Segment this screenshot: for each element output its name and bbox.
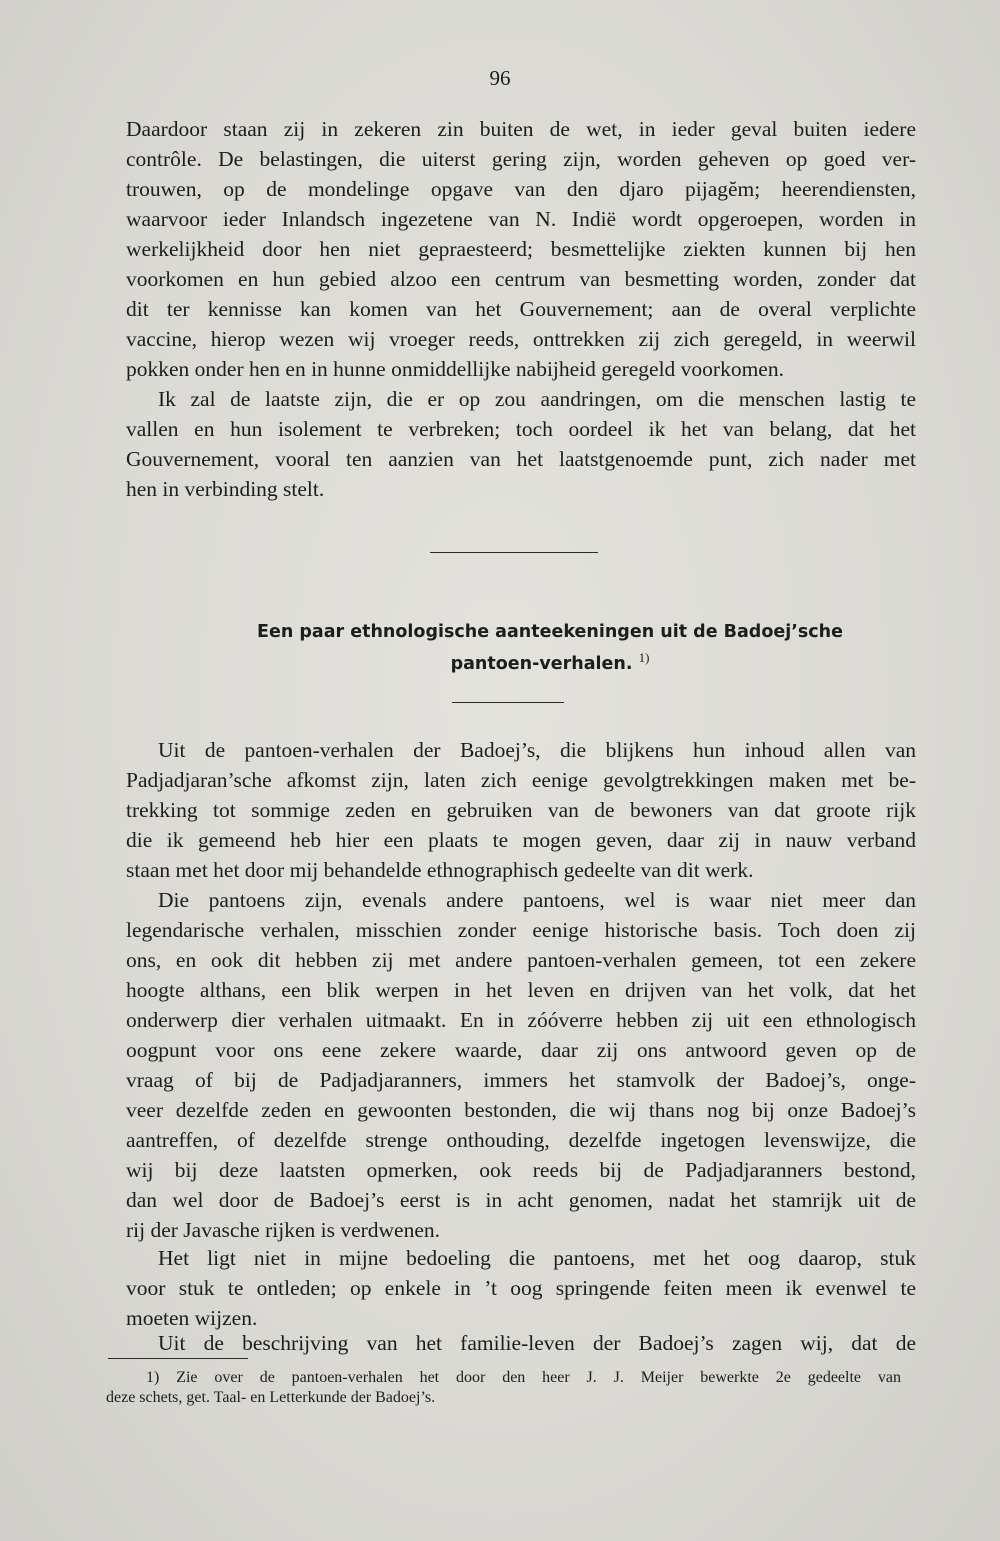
footnote-reference: 1): [638, 650, 650, 665]
paragraph-3: [126, 735, 916, 885]
text-line: veer dezelfde zeden en gewoonten bestonden, die wij thans nog bij onze Badoej’s: [126, 1098, 916, 1122]
text-line: Het ligt niet in mijne bedoeling die pantoens, met het oog daarop, stuk: [158, 1246, 916, 1270]
footnote-mark: 1): [146, 1369, 160, 1386]
text-line: legendarische verhalen, misschien zonder eenige historische basis. Toch doen zij: [126, 918, 916, 942]
text-line: vaccine, hierop wezen wij vroeger reeds, onttrekken zij zich geregeld, in weerwil: [126, 327, 916, 351]
text-line: contrôle. De belastingen, die uiterst gering zijn, worden geheven op goed ver-: [126, 147, 916, 171]
text-line: aantreffen, of dezelfde strenge onthouding, dezelfde ingetogen levenswijze, die: [126, 1128, 916, 1152]
footnote-text-1: Zie over de pantoen-verhalen het door den heer J. J. Meijer bewerkte 2e gedeelte van: [176, 1369, 901, 1386]
text-line: vallen en hun isolement te verbreken; toch oordeel ik het van belang, dat het: [126, 417, 916, 441]
section-divider: [430, 552, 598, 553]
footnote-line-1: [106, 1368, 901, 1388]
page-number: 96: [489, 66, 511, 90]
text-line: dan wel door de Badoej’s eerst is in acht genomen, nadat het stamrijk uit de: [126, 1188, 916, 1212]
text-line: onderwerp dier verhalen uitmaakt. En in zóóverre hebben zij uit een ethnologisch: [126, 1008, 916, 1032]
text-line: Daardoor staan zij in zekeren zin buiten de wet, in ieder geval buiten iedere: [126, 117, 916, 141]
heading-line-2-text: pantoen-verhalen.: [450, 653, 633, 674]
footnote-line-2: deze schets, get. Taal- en Letterkunde der Badoej’s.: [106, 1389, 436, 1406]
text-line: Gouvernement, vooral ten aanzien van het laatstgenoemde punt, zich nader met: [126, 447, 916, 471]
text-line: dit ter kennisse kan komen van het Gouvernement; aan de overal verplichte: [126, 297, 916, 321]
paragraph-4: [126, 885, 916, 1245]
text-line: die ik gemeend heb hier een plaats te mogen geven, daar zij in nauw verband: [126, 828, 916, 852]
heading-line-2: [140, 645, 960, 677]
heading-divider: [452, 702, 564, 703]
text-line: ons, en ook dit hebben zij met andere pantoen-verhalen gemeen, tot een zekere: [126, 948, 916, 972]
text-line: Uit de pantoen-verhalen der Badoej’s, die blijkens hun inhoud allen van: [158, 738, 916, 762]
paragraph-1: [126, 114, 916, 384]
text-line: rij der Javasche rijken is verdwenen.: [126, 1218, 441, 1242]
text-line: Uit de beschrijving van het familie-leven der Badoej’s zagen wij, dat de: [158, 1331, 916, 1355]
text-line: staan met het door mij behandelde ethnographisch gedeelte van dit werk.: [126, 858, 754, 882]
text-line: wij bij deze laatsten opmerken, ook reeds bij de Padjadjaranners bestond,: [126, 1158, 916, 1182]
paragraph-2: [126, 384, 916, 504]
heading-line-1: Een paar ethnologische aanteekeningen uit de Badoej’sche: [257, 622, 843, 642]
footnote-rule: [108, 1358, 248, 1359]
text-line: trekking tot sommige zeden en gebruiken van de bewoners van dat groote rijk: [126, 798, 916, 822]
text-line: hen in verbinding stelt.: [126, 477, 325, 501]
text-line: vraag of bij de Padjadjaranners, immers het stamvolk der Badoej’s, onge-: [126, 1068, 916, 1092]
text-line: waarvoor ieder Inlandsch ingezetene van N. Indië wordt opgeroepen, worden in: [126, 207, 916, 231]
footnote: [106, 1368, 901, 1408]
text-line: pokken onder hen en in hunne onmiddellijke nabijheid geregeld voorkomen.: [126, 357, 784, 381]
text-line: trouwen, op de mondelinge opgave van den djaro pijagĕm; heerendiensten,: [126, 177, 916, 201]
text-line: voor stuk te ontleden; op enkele in ’t oog springende feiten meen ik evenwel te: [126, 1276, 916, 1300]
text-line: voorkomen en hun gebied alzoo een centrum van besmetting worden, zonder dat: [126, 267, 916, 291]
paragraph-5: [126, 1243, 916, 1333]
text-line: werkelijkheid door hen niet gepraesteerd; besmettelijke ziekten kunnen bij hen: [126, 237, 916, 261]
text-line: hoogte althans, een blik werpen in het leven en drijven van het volk, dat het: [126, 978, 916, 1002]
text-line: Ik zal de laatste zijn, die er op zou aandringen, om die menschen lastig te: [158, 387, 916, 411]
paragraph-6: [126, 1328, 916, 1358]
text-line: moeten wijzen.: [126, 1306, 258, 1330]
text-line: Die pantoens zijn, evenals andere pantoens, wel is waar niet meer dan: [158, 888, 916, 912]
text-line: Padjadjaran’sche afkomst zijn, laten zich eenige gevolgtrekkingen maken met be-: [126, 768, 916, 792]
section-heading: [140, 620, 960, 677]
text-line: oogpunt voor ons eene zekere waarde, daar zij ons antwoord geven op de: [126, 1038, 916, 1062]
